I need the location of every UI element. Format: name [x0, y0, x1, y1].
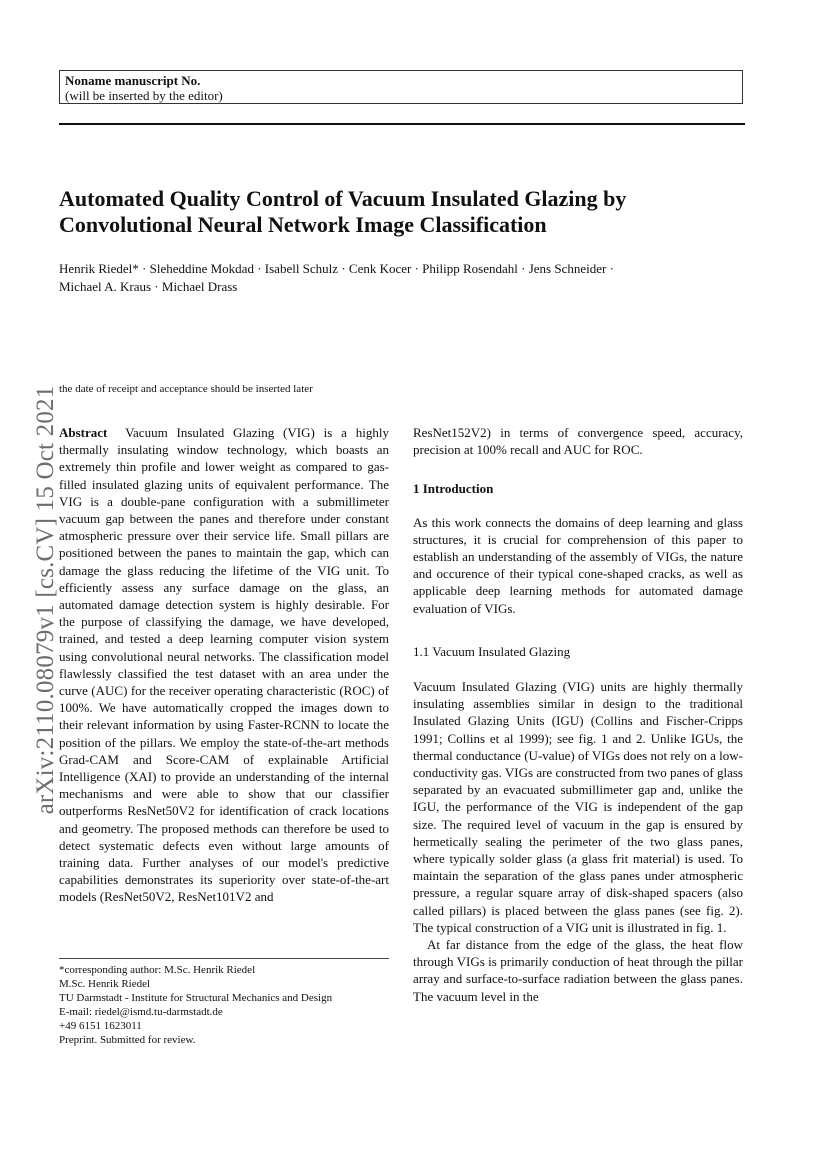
section-title-introduction: 1 Introduction [413, 481, 494, 497]
left-column [59, 424, 389, 906]
footnote-rule [59, 958, 389, 959]
header-rule [59, 123, 745, 125]
manuscript-note: (will be inserted by the editor) [65, 88, 223, 103]
arxiv-identifier: arXiv:2110.08079v1 [cs.CV] 15 Oct 2021 [32, 385, 59, 815]
manuscript-box [59, 70, 743, 104]
manuscript-label: Noname manuscript No. [65, 73, 201, 88]
subsection-title-vig: 1.1 Vacuum Insulated Glazing [413, 643, 571, 659]
footnote-line: Preprint. Submitted for review. [59, 1034, 196, 1046]
footnote-line: *corresponding author: M.Sc. Henrik Riedel [59, 964, 256, 976]
abstract-heading: Abstract [59, 425, 108, 440]
introduction-paragraph: As this work connects the domains of deep learning and glass structures, it is crucial for comprehension of this paper to establish an understanding of the assembly of VIGs, the nature and occurence of their typical cone-shaped cracks, as well as applicable deep learning methods for automated damage evaluation of VIGs. [413, 514, 743, 616]
title-line-1: Automated Quality Control of Vacuum Insulated Glazing by [59, 186, 627, 211]
author-list: Henrik Riedel* · Sleheddine Mokdad · Isabell Schulz · Cenk Kocer · Philipp Rosendahl · Jens Schneider · Michael A. Kraus · Michael Drass [59, 261, 614, 294]
footnote-line: M.Sc. Henrik Riedel [59, 978, 151, 990]
abstract [59, 424, 389, 906]
right-column [413, 424, 743, 1005]
vig-paragraph-2: At far distance from the edge of the glass, the heat flow through VIGs is primarily conduction of heat through the pillar array and surface-to-surface radiation between the glass panes. The vacuum level in the [413, 937, 743, 1004]
footnote-line: TU Darmstadt - Institute for Structural Mechanics and Design [59, 992, 333, 1004]
vig-paragraph-1: Vacuum Insulated Glazing (VIG) units are highly thermally insulating assemblies similar in design to the traditional Insulated Glazing Units (IGU) (Collins and Fischer-Cripps 1991; Collins et al 1999); see fig. 1 and 2. Unlike IGUs, the thermal conductance (U-value) of VIGs does not rely on a low-conductivity gas. VIGs are constructed from two panes of glass separated by an evacuated submillimeter gap and, unlike the IGU, the performance of the VIG is independent of the gap size. The required level of vacuum in the gap is ensured by hermetically sealing the perimeter of the two glass panes, where typically solder glass (a glass frit material) is used. To maintain the separation of the glass panes under atmospheric pressure, a regular square array of disk-shaped spacers (also called pillars) is placed between the glass panes (see fig. 2). The typical construction of a VIG unit is illustrated in fig. 1. [413, 679, 743, 935]
footnote-line: +49 6151 1623011 [59, 1020, 142, 1032]
paper-title [59, 186, 759, 238]
title-line-2: Convolutional Neural Network Image Classification [59, 212, 547, 237]
footnote [59, 963, 399, 1047]
received-note: the date of receipt and acceptance should be inserted later [59, 383, 313, 395]
abstract-body: Vacuum Insulated Glazing (VIG) is a highly thermally insulating window technology, which boasts an extremely thin profile and lower weight as compared to gas-filled insulated glazing units of equivalent performance. The VIG is a double-pane configuration with a submillimeter vacuum gap between the panes and therefore under constant atmospheric pressure over their service life. Small pillars are positioned between the panes to maintain the gap, which can damage the glass reducing the lifetime of the VIG unit. To efficiently assess any surface damage on the glass, an automated damage detection system is highly desirable. For the purpose of classifying the damage, we have developed, trained, and tested a deep learning computer vision system using convolutional neural networks. The classification model flawlessly classified the test dataset with an area under the curve (AUC) for the receiver operating characteristic (ROC) of 100%. We have automatically cropped the images down to their relevant information by using Faster-RCNN to locate the position of the pillars. We employ the state-of-the-art methods Grad-CAM and Score-CAM of explainable Artificial Intelligence (XAI) to provide an understanding of the internal mechanisms and were able to show that our classifier outperforms ResNet50V2 for identification of crack locations and geometry. The proposed methods can therefore be used to detect systematic defects even without large amounts of training data. Further analyses of our model's predictive capabilities demonstrates its superiority over state-of-the-art models (ResNet50V2, ResNet101V2 and [59, 425, 389, 905]
footnote-line: E-mail: riedel@ismd.tu-darmstadt.de [59, 1006, 223, 1018]
abstract-continuation: ResNet152V2) in terms of convergence speed, accuracy, precision at 100% recall and AUC for ROC. [413, 425, 743, 458]
